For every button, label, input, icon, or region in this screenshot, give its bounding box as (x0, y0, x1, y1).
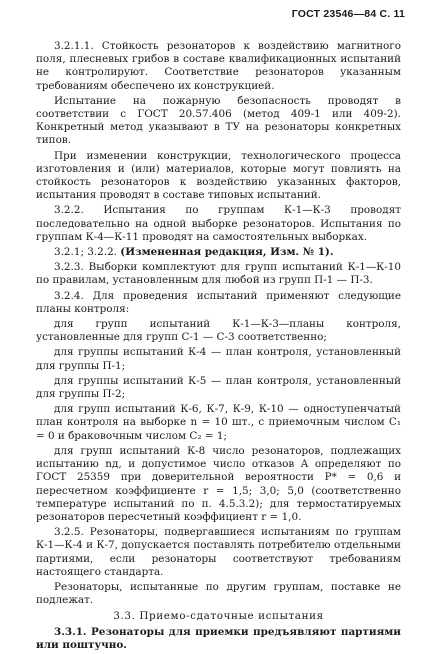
paragraph: для групп испытаний К-1—К-3—планы контроля, установленные для групп С-1 — С-3 соответственно; (36, 318, 401, 344)
paragraph: 3.2.5. Резонаторы, подвергавшиеся испытаниям по группам К-1—К-4 и К-7, допускается поставлять потребителю отдельными партиями, если резонаторы соответствуют требованиям настоящего стандарта. (36, 526, 401, 578)
paragraph: для групп испытаний К-8 число резонаторов, подлежащих испытанию nд, и допустимое число отказов A определяют по ГОСТ 25359 при доверительной вероятности P* = 0,6 и пересчетном коэффициенте r = 1,5; 3,0; 5,0 (соответственно температуре испытаний по п. 4.5.3.2); для термостатируемых резонаторов пересчетный коэффициент r = 1,0. (36, 444, 401, 523)
paragraph: для групп испытаний К-6, К-7, К-9, К-10 — одноступенчатый план контроля на выборке n = 10 шт., с приемочным числом C₁ = 0 и браковочным числом C₂ = 1; (36, 403, 401, 442)
paragraph: Испытание на пожарную безопасность проводят в соответствии с ГОСТ 20.57.406 (метод 409-1 или 409-2). Конкретный метод указывают в ТУ на резонаторы конкретных типов. (36, 94, 401, 147)
paragraph: 3.3.1. Резонаторы для приемки предъявляют партиями или поштучно. (36, 625, 401, 651)
section-title: 3.3. Приемо-сдаточные испытания (113, 610, 324, 623)
paragraph: для группы испытаний К-5 — план контроля, установленный для группы П-2; (36, 374, 401, 401)
paragraph: 3.2.3. Выборки комплектуют для групп испытаний К-1—К-10 по правилам, установленным для любой из групп П-1 — П-3. (36, 261, 401, 287)
amendment-label: (Измененная редакция, Изм. № 1). (120, 246, 334, 259)
paragraph: 3.2.1.1. Стойкость резонаторов к воздействию магнитного поля, плесневых грибов в составе квалификационных испытаний не контролируют. Соответствие резонаторов указанным требованиям обеспечено их конструкцией. (36, 40, 401, 92)
paragraph: 3.2.4. Для проведения испытаний применяют следующие планы контроля: (36, 289, 401, 315)
amendment-note (36, 246, 401, 259)
page-header: ГОСТ 23546—84 С. 11 (291, 8, 405, 20)
paragraph: При изменении конструкции, технологического процесса изготовления и (или) материалов, которые могут повлиять на стойкость резонаторов к воздействию указанных факторов, испытания проводят в составе типовых испытаний. (36, 149, 401, 202)
paragraph: Резонаторы, испытанные по другим группам, поставке не подлежат. (36, 580, 401, 607)
paragraph: для группы испытаний К-4 — план контроля, установленный для группы П-1; (36, 346, 401, 372)
amendment-ref: 3.2.1; 3.2.2. (54, 246, 121, 259)
paragraph: 3.2.2. Испытания по группам К-1—К-3 проводят последовательно на одной выборке резонаторов. Испытания по группам К-4—К-11 проводят на самостоятельных выборках. (36, 204, 401, 243)
document-body (36, 40, 401, 654)
